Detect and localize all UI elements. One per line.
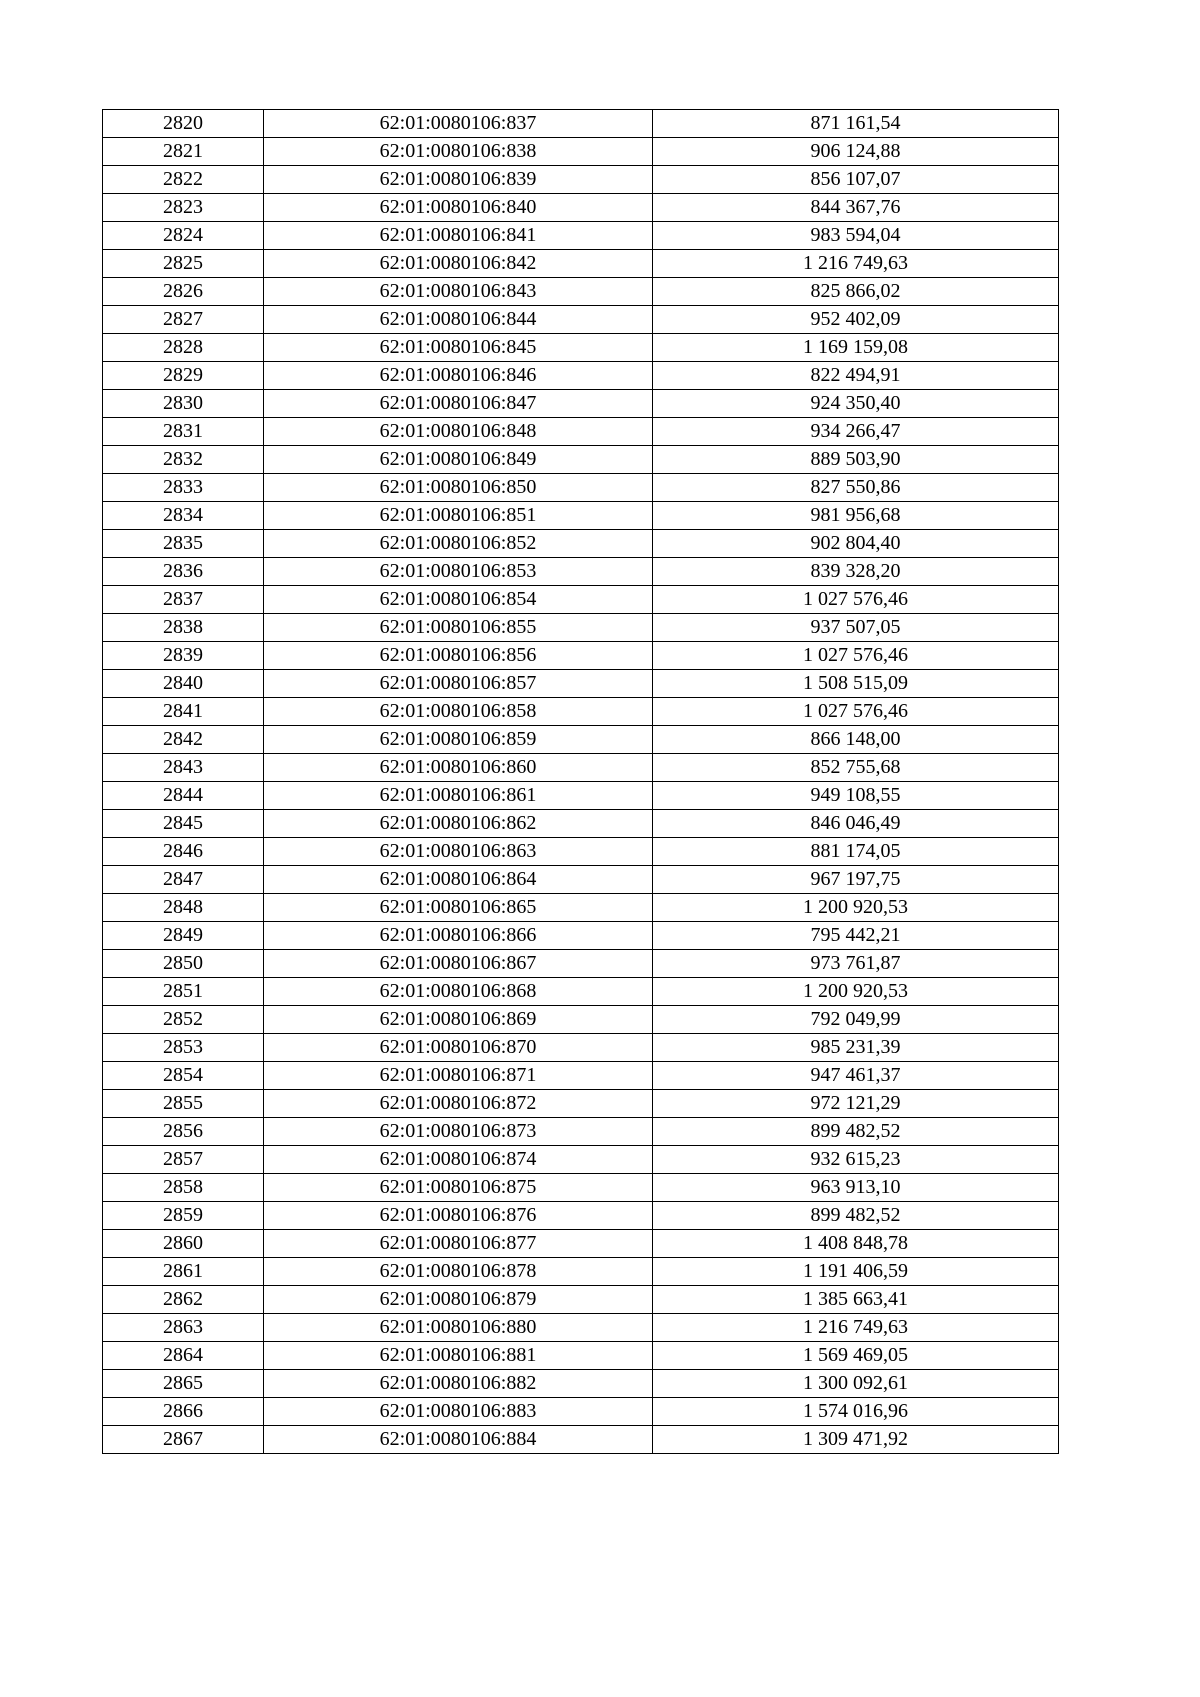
- table-row: [103, 1006, 1059, 1034]
- cadastral-number-cell: 62:01:0080106:866: [264, 922, 653, 950]
- cadastral-number-cell: 62:01:0080106:852: [264, 530, 653, 558]
- cadastral-value-cell: 967 197,75: [653, 866, 1059, 894]
- table-row: [103, 1370, 1059, 1398]
- cadastral-number-cell: 62:01:0080106:873: [264, 1118, 653, 1146]
- row-number-cell: 2835: [103, 530, 264, 558]
- cadastral-number-cell: 62:01:0080106:860: [264, 754, 653, 782]
- table-row: [103, 866, 1059, 894]
- table-row: [103, 1230, 1059, 1258]
- row-number-cell: 2840: [103, 670, 264, 698]
- row-number-cell: 2826: [103, 278, 264, 306]
- cadastral-number-cell: 62:01:0080106:859: [264, 726, 653, 754]
- table-row: [103, 222, 1059, 250]
- table-row: [103, 138, 1059, 166]
- row-number-cell: 2837: [103, 586, 264, 614]
- cadastral-value-cell: 1 385 663,41: [653, 1286, 1059, 1314]
- row-number-cell: 2842: [103, 726, 264, 754]
- row-number-cell: 2844: [103, 782, 264, 810]
- row-number-cell: 2824: [103, 222, 264, 250]
- cadastral-number-cell: 62:01:0080106:862: [264, 810, 653, 838]
- cadastral-value-cell: 866 148,00: [653, 726, 1059, 754]
- cadastral-value-cell: 1 191 406,59: [653, 1258, 1059, 1286]
- cadastral-value-cell: 1 309 471,92: [653, 1426, 1059, 1454]
- cadastral-number-cell: 62:01:0080106:878: [264, 1258, 653, 1286]
- cadastral-value-cell: 1 027 576,46: [653, 698, 1059, 726]
- table-row: [103, 166, 1059, 194]
- cadastral-value-cell: 1 200 920,53: [653, 894, 1059, 922]
- cadastral-number-cell: 62:01:0080106:880: [264, 1314, 653, 1342]
- row-number-cell: 2864: [103, 1342, 264, 1370]
- row-number-cell: 2859: [103, 1202, 264, 1230]
- cadastral-value-cell: 856 107,07: [653, 166, 1059, 194]
- cadastral-number-cell: 62:01:0080106:842: [264, 250, 653, 278]
- cadastral-value-cell: 1 569 469,05: [653, 1342, 1059, 1370]
- cadastral-number-cell: 62:01:0080106:843: [264, 278, 653, 306]
- cadastral-value-cell: 871 161,54: [653, 110, 1059, 138]
- table-row: [103, 1286, 1059, 1314]
- cadastral-number-cell: 62:01:0080106:882: [264, 1370, 653, 1398]
- cadastral-value-cell: 981 956,68: [653, 502, 1059, 530]
- cadastral-value-cell: 952 402,09: [653, 306, 1059, 334]
- cadastral-value-cell: 1 216 749,63: [653, 1314, 1059, 1342]
- table-row: [103, 726, 1059, 754]
- cadastral-value-cell: 899 482,52: [653, 1202, 1059, 1230]
- cadastral-number-cell: 62:01:0080106:841: [264, 222, 653, 250]
- table-body: [103, 110, 1059, 1454]
- cadastral-number-cell: 62:01:0080106:848: [264, 418, 653, 446]
- cadastral-value-cell: 1 200 920,53: [653, 978, 1059, 1006]
- cadastral-value-cell: 973 761,87: [653, 950, 1059, 978]
- cadastral-value-cell: 906 124,88: [653, 138, 1059, 166]
- row-number-cell: 2830: [103, 390, 264, 418]
- row-number-cell: 2838: [103, 614, 264, 642]
- cadastral-number-cell: 62:01:0080106:837: [264, 110, 653, 138]
- table-row: [103, 418, 1059, 446]
- cadastral-value-cell: 934 266,47: [653, 418, 1059, 446]
- cadastral-number-cell: 62:01:0080106:867: [264, 950, 653, 978]
- cadastral-number-cell: 62:01:0080106:876: [264, 1202, 653, 1230]
- cadastral-number-cell: 62:01:0080106:853: [264, 558, 653, 586]
- cadastral-number-cell: 62:01:0080106:840: [264, 194, 653, 222]
- row-number-cell: 2848: [103, 894, 264, 922]
- table-row: [103, 558, 1059, 586]
- row-number-cell: 2831: [103, 418, 264, 446]
- row-number-cell: 2823: [103, 194, 264, 222]
- table-row: [103, 194, 1059, 222]
- row-number-cell: 2832: [103, 446, 264, 474]
- cadastral-value-cell: 932 615,23: [653, 1146, 1059, 1174]
- cadastral-value-cell: 1 408 848,78: [653, 1230, 1059, 1258]
- row-number-cell: 2847: [103, 866, 264, 894]
- row-number-cell: 2858: [103, 1174, 264, 1202]
- table-row: [103, 1426, 1059, 1454]
- row-number-cell: 2841: [103, 698, 264, 726]
- cadastral-number-cell: 62:01:0080106:849: [264, 446, 653, 474]
- cadastral-number-cell: 62:01:0080106:846: [264, 362, 653, 390]
- row-number-cell: 2852: [103, 1006, 264, 1034]
- table-row: [103, 586, 1059, 614]
- cadastral-value-cell: 846 046,49: [653, 810, 1059, 838]
- row-number-cell: 2863: [103, 1314, 264, 1342]
- cadastral-number-cell: 62:01:0080106:883: [264, 1398, 653, 1426]
- row-number-cell: 2822: [103, 166, 264, 194]
- cadastral-value-cell: 889 503,90: [653, 446, 1059, 474]
- row-number-cell: 2857: [103, 1146, 264, 1174]
- row-number-cell: 2828: [103, 334, 264, 362]
- cadastral-value-cell: 902 804,40: [653, 530, 1059, 558]
- table-row: [103, 782, 1059, 810]
- row-number-cell: 2866: [103, 1398, 264, 1426]
- table-row: [103, 250, 1059, 278]
- table-row: [103, 1398, 1059, 1426]
- table-row: [103, 530, 1059, 558]
- cadastral-value-cell: 1 300 092,61: [653, 1370, 1059, 1398]
- cadastral-value-cell: 972 121,29: [653, 1090, 1059, 1118]
- cadastral-number-cell: 62:01:0080106:851: [264, 502, 653, 530]
- cadastral-number-cell: 62:01:0080106:839: [264, 166, 653, 194]
- cadastral-number-cell: 62:01:0080106:855: [264, 614, 653, 642]
- cadastral-value-cell: 899 482,52: [653, 1118, 1059, 1146]
- row-number-cell: 2839: [103, 642, 264, 670]
- cadastral-number-cell: 62:01:0080106:847: [264, 390, 653, 418]
- cadastral-number-cell: 62:01:0080106:871: [264, 1062, 653, 1090]
- row-number-cell: 2833: [103, 474, 264, 502]
- row-number-cell: 2849: [103, 922, 264, 950]
- cadastral-number-cell: 62:01:0080106:879: [264, 1286, 653, 1314]
- cadastral-value-cell: 947 461,37: [653, 1062, 1059, 1090]
- cadastral-value-cell: 827 550,86: [653, 474, 1059, 502]
- table-row: [103, 1202, 1059, 1230]
- row-number-cell: 2825: [103, 250, 264, 278]
- cadastral-number-cell: 62:01:0080106:838: [264, 138, 653, 166]
- table-row: [103, 810, 1059, 838]
- cadastral-number-cell: 62:01:0080106:844: [264, 306, 653, 334]
- cadastral-number-cell: 62:01:0080106:865: [264, 894, 653, 922]
- row-number-cell: 2860: [103, 1230, 264, 1258]
- cadastral-value-cell: 795 442,21: [653, 922, 1059, 950]
- cadastral-number-cell: 62:01:0080106:850: [264, 474, 653, 502]
- table-row: [103, 1146, 1059, 1174]
- row-number-cell: 2827: [103, 306, 264, 334]
- cadastral-number-cell: 62:01:0080106:861: [264, 782, 653, 810]
- table-row: [103, 1062, 1059, 1090]
- row-number-cell: 2854: [103, 1062, 264, 1090]
- table-row: [103, 1034, 1059, 1062]
- row-number-cell: 2843: [103, 754, 264, 782]
- cadastral-number-cell: 62:01:0080106:872: [264, 1090, 653, 1118]
- cadastral-value-cell: 1 169 159,08: [653, 334, 1059, 362]
- table-row: [103, 838, 1059, 866]
- cadastral-number-cell: 62:01:0080106:884: [264, 1426, 653, 1454]
- row-number-cell: 2855: [103, 1090, 264, 1118]
- cadastral-number-cell: 62:01:0080106:857: [264, 670, 653, 698]
- row-number-cell: 2829: [103, 362, 264, 390]
- table-row: [103, 110, 1059, 138]
- cadastral-number-cell: 62:01:0080106:881: [264, 1342, 653, 1370]
- cadastral-number-cell: 62:01:0080106:854: [264, 586, 653, 614]
- cadastral-value-cell: 963 913,10: [653, 1174, 1059, 1202]
- row-number-cell: 2845: [103, 810, 264, 838]
- cadastral-value-cell: 881 174,05: [653, 838, 1059, 866]
- cadastral-value-table: [102, 109, 1059, 1454]
- cadastral-number-cell: 62:01:0080106:863: [264, 838, 653, 866]
- table-row: [103, 978, 1059, 1006]
- table-row: [103, 502, 1059, 530]
- cadastral-number-cell: 62:01:0080106:875: [264, 1174, 653, 1202]
- table-row: [103, 894, 1059, 922]
- cadastral-value-cell: 839 328,20: [653, 558, 1059, 586]
- table-row: [103, 642, 1059, 670]
- cadastral-value-cell: 985 231,39: [653, 1034, 1059, 1062]
- row-number-cell: 2867: [103, 1426, 264, 1454]
- cadastral-value-cell: 822 494,91: [653, 362, 1059, 390]
- table-row: [103, 278, 1059, 306]
- cadastral-number-cell: 62:01:0080106:868: [264, 978, 653, 1006]
- row-number-cell: 2865: [103, 1370, 264, 1398]
- cadastral-number-cell: 62:01:0080106:864: [264, 866, 653, 894]
- row-number-cell: 2862: [103, 1286, 264, 1314]
- cadastral-number-cell: 62:01:0080106:877: [264, 1230, 653, 1258]
- row-number-cell: 2821: [103, 138, 264, 166]
- table-row: [103, 362, 1059, 390]
- table-row: [103, 306, 1059, 334]
- cadastral-value-cell: 1 508 515,09: [653, 670, 1059, 698]
- table-row: [103, 754, 1059, 782]
- cadastral-number-cell: 62:01:0080106:856: [264, 642, 653, 670]
- cadastral-value-cell: 937 507,05: [653, 614, 1059, 642]
- table-row: [103, 446, 1059, 474]
- row-number-cell: 2850: [103, 950, 264, 978]
- table-row: [103, 474, 1059, 502]
- cadastral-number-cell: 62:01:0080106:874: [264, 1146, 653, 1174]
- cadastral-value-cell: 983 594,04: [653, 222, 1059, 250]
- cadastral-value-cell: 1 027 576,46: [653, 642, 1059, 670]
- cadastral-value-cell: 924 350,40: [653, 390, 1059, 418]
- table-row: [103, 670, 1059, 698]
- cadastral-value-cell: 1 027 576,46: [653, 586, 1059, 614]
- table-row: [103, 1118, 1059, 1146]
- row-number-cell: 2834: [103, 502, 264, 530]
- row-number-cell: 2851: [103, 978, 264, 1006]
- table-row: [103, 334, 1059, 362]
- row-number-cell: 2836: [103, 558, 264, 586]
- table-row: [103, 1314, 1059, 1342]
- row-number-cell: 2853: [103, 1034, 264, 1062]
- row-number-cell: 2820: [103, 110, 264, 138]
- cadastral-value-cell: 792 049,99: [653, 1006, 1059, 1034]
- cadastral-value-cell: 949 108,55: [653, 782, 1059, 810]
- cadastral-number-cell: 62:01:0080106:870: [264, 1034, 653, 1062]
- table-row: [103, 1174, 1059, 1202]
- cadastral-value-cell: 1 574 016,96: [653, 1398, 1059, 1426]
- row-number-cell: 2861: [103, 1258, 264, 1286]
- cadastral-number-cell: 62:01:0080106:869: [264, 1006, 653, 1034]
- row-number-cell: 2846: [103, 838, 264, 866]
- cadastral-value-cell: 825 866,02: [653, 278, 1059, 306]
- table-row: [103, 1090, 1059, 1118]
- cadastral-value-cell: 844 367,76: [653, 194, 1059, 222]
- table-row: [103, 1258, 1059, 1286]
- table-row: [103, 390, 1059, 418]
- table-row: [103, 1342, 1059, 1370]
- table-row: [103, 950, 1059, 978]
- cadastral-value-cell: 1 216 749,63: [653, 250, 1059, 278]
- row-number-cell: 2856: [103, 1118, 264, 1146]
- cadastral-value-cell: 852 755,68: [653, 754, 1059, 782]
- cadastral-number-cell: 62:01:0080106:845: [264, 334, 653, 362]
- table-row: [103, 614, 1059, 642]
- table-row: [103, 698, 1059, 726]
- table-row: [103, 922, 1059, 950]
- cadastral-number-cell: 62:01:0080106:858: [264, 698, 653, 726]
